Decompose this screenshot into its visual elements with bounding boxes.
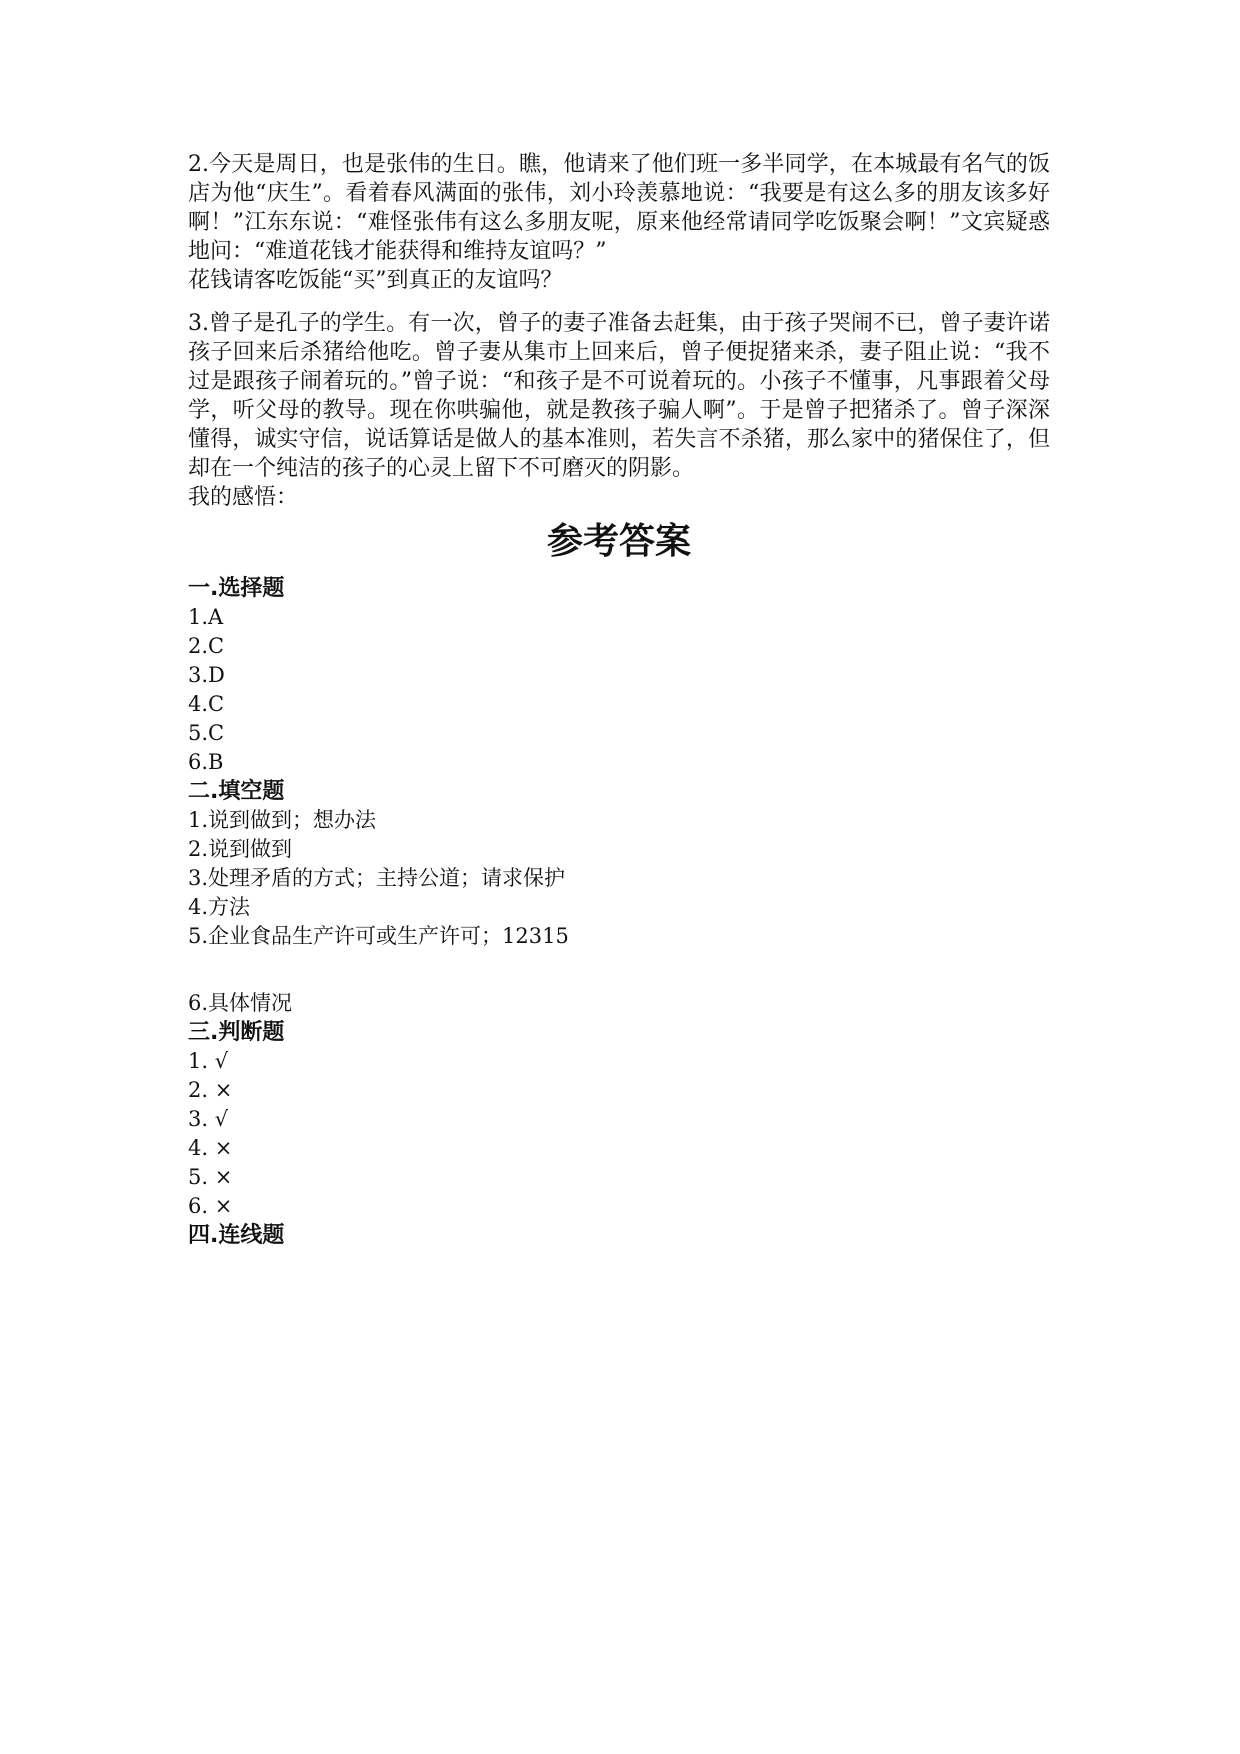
answer-item: 3.D xyxy=(188,663,225,687)
document-page xyxy=(188,150,1050,1250)
section-heading-true-false: 三.判断题 xyxy=(188,1020,285,1045)
answer-item: 1. √ xyxy=(188,1049,229,1073)
question-2-text: 2.今天是周日，也是张伟的生日。瞧，他请来了他们班一多半同学，在本城最有名气的饭店为他“庆生”。看着春风满面的张伟，刘小玲羡慕地说：“我要是有这么多的朋友该多好啊！”江东东说：“难怪张伟有这么多朋友呢，原来他经常请同学吃饭聚会啊！”文宾疑惑地问：“难道花钱才能获得和维持友谊吗？” xyxy=(188,152,1050,264)
answer-item: 5. × xyxy=(188,1165,233,1189)
answer-item: 2. × xyxy=(188,1078,233,1102)
answer-item: 6. × xyxy=(188,1194,233,1218)
question-2-prompt: 花钱请客吃饭能“买”到真正的友谊吗？ xyxy=(188,268,563,293)
answer-item: 6.具体情况 xyxy=(188,991,293,1015)
section-heading-matching: 四.连线题 xyxy=(188,1223,285,1248)
blank-spacer xyxy=(188,951,1050,989)
spacer xyxy=(188,295,1050,309)
answer-item: 1.A xyxy=(188,605,224,629)
answer-item: 5.C xyxy=(188,721,225,745)
section-heading-choice: 一.选择题 xyxy=(188,576,285,601)
answer-item: 3.处理矛盾的方式；主持公道；请求保护 xyxy=(188,866,566,890)
answer-item: 3. √ xyxy=(188,1107,229,1131)
answer-item: 2.C xyxy=(188,634,225,658)
answer-list-choice xyxy=(188,603,1050,777)
answer-item: 6.B xyxy=(188,750,224,774)
answer-list-true-false xyxy=(188,1047,1050,1221)
answer-item: 2.说到做到 xyxy=(188,837,293,861)
question-3-text: 3.曾子是孔子的学生。有一次，曾子的妻子准备去赶集，由于孩子哭闹不已，曾子妻许诺孩子回来后杀猪给他吃。曾子妻从集市上回来后，曾子便捉猪来杀，妻子阻止说：“我不过是跟孩子闹着玩的。”曾子说：“和孩子是不可说着玩的。小孩子不懂事，凡事跟着父母学，听父母的教导。现在你哄骗他，就是教孩子骗人啊”。于是曾子把猪杀了。曾子深深懂得，诚实守信，说话算话是做人的基本准则，若失言不杀猪，那么家中的猪保住了，但却在一个纯洁的孩子的心灵上留下不可磨灭的阴影。 xyxy=(188,311,1050,481)
answer-item: 1.说到做到；想办法 xyxy=(188,808,377,832)
answer-item: 4.C xyxy=(188,692,225,716)
section-heading-fill-blank: 二.填空题 xyxy=(188,779,285,804)
answer-item: 5.企业食品生产许可或生产许可；12315 xyxy=(188,924,569,948)
question-3-prompt: 我的感悟： xyxy=(188,485,299,510)
answer-key-title: 参考答案 xyxy=(546,521,691,562)
answer-list-fill-blank xyxy=(188,806,1050,1018)
answer-item: 4. × xyxy=(188,1136,233,1160)
answer-item: 4.方法 xyxy=(188,895,251,919)
